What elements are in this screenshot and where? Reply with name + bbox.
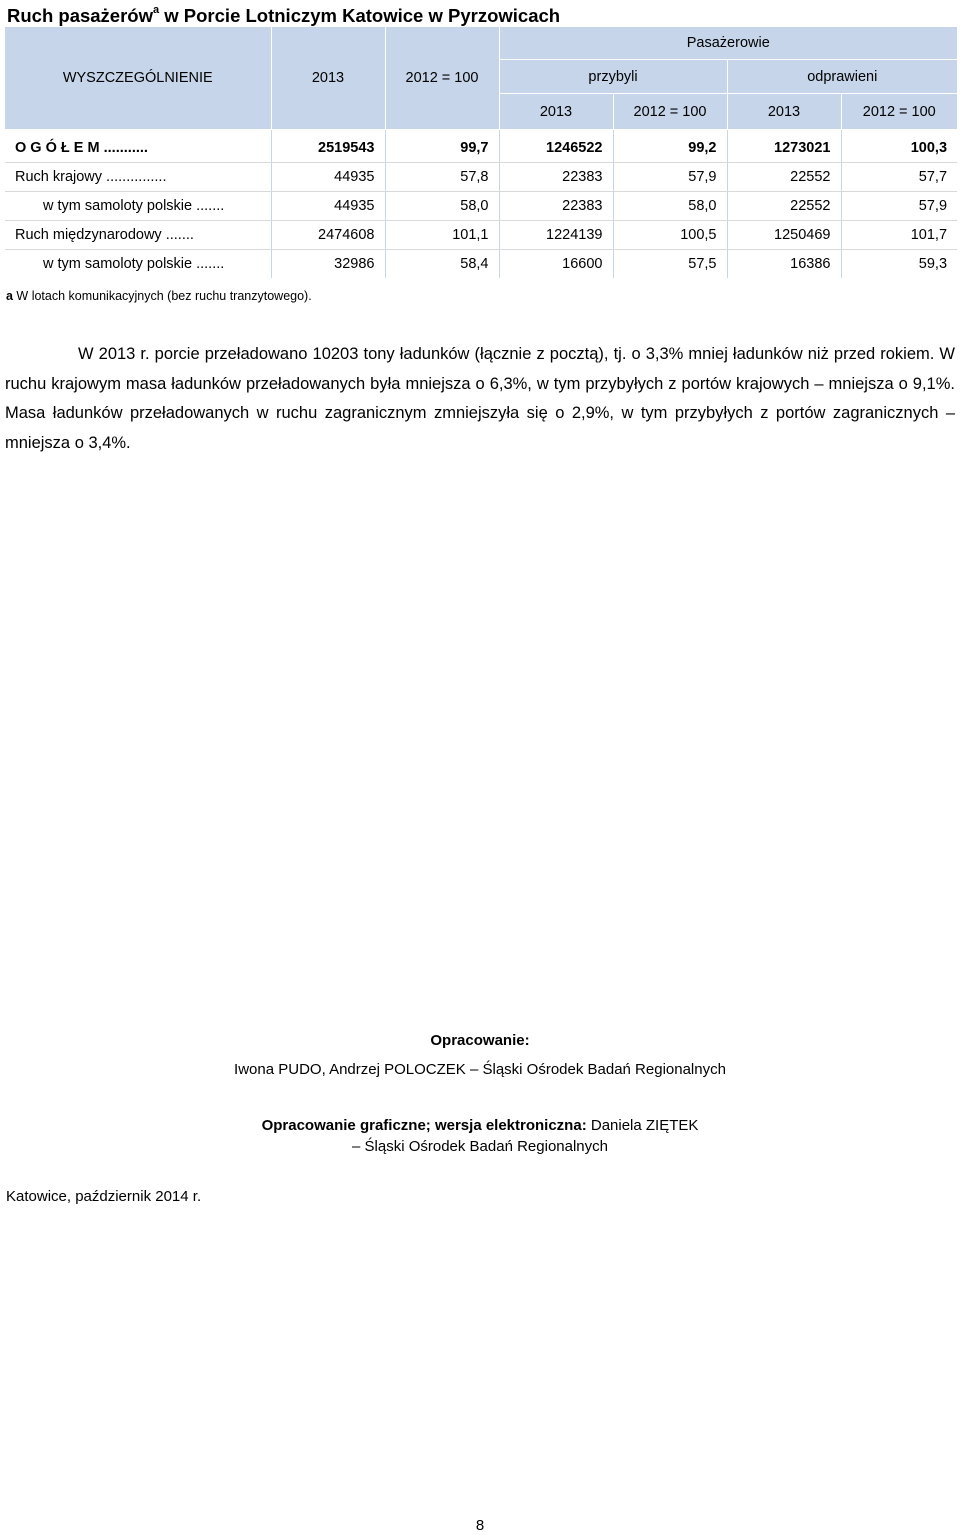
table-row [5,130,957,163]
table-cell: 1250469 [727,221,841,250]
table-cell: 22552 [727,163,841,192]
table-cell: 59,3 [918,256,948,272]
row-label: O G Ó Ł E M ........... [5,130,271,163]
header-odprawieni: odprawieni [727,60,957,94]
page-title: Ruch pasażerów$^a$ w Porcie Lotniczym Katowice w Pyrzowicach [7,4,561,27]
table-cell: 22383 [499,192,613,221]
table-cell: 99,2 [613,130,727,163]
table-cell: 58,0 [613,192,727,221]
header-wyszczegolnienie: WYSZCZEGÓLNIENIE [5,27,271,130]
place-date: Katowice, październik 2014 r. [6,1188,202,1205]
table-row [5,192,957,221]
table-cell: 44935 [271,163,385,192]
title-footnote-marker: a [153,4,160,16]
header-sub-2013: 2013 [499,94,613,130]
credits-graficzne [0,1115,960,1157]
table-cell: 2474608 [271,221,385,250]
footnote-marker: a [6,289,13,303]
footnote-text: W lotach komunikacyjnych (bez ruchu tranzytowego). [12,289,312,303]
row-label: Ruch krajowy ............... [5,163,271,192]
table-cell: 100,5 [613,221,727,250]
table-cell: 1246522 [499,130,613,163]
credits-graficzne-name: Daniela ZIĘTEK [586,1117,699,1134]
table-cell: 99,7 [385,130,499,163]
table-cell: 100,3 [841,130,957,163]
table-cell: 1224139 [499,221,613,250]
table-cell: 57,5 [613,250,727,279]
table-cell: 57,7 [841,163,957,192]
credits-opracowanie-text: Iwona PUDO, Andrzej POLOCZEK – Śląski Ośrodek Badań Regionalnych [234,1061,726,1078]
table-cell: 58,0 [385,192,499,221]
table-cell: 58,4 [385,250,499,279]
table-cell: 32986 [271,250,385,279]
table-cell: 16600 [499,250,613,279]
table-cell: 22383 [499,163,613,192]
table-cell: 16386 [727,250,841,279]
credits-graficzne-label: Opracowanie graficzne; wersja elektroniczna: [261,1117,587,1134]
table-footnote [6,287,312,305]
table-cell: 2519543 [271,130,385,163]
row-label: Ruch międzynarodowy ....... [5,221,271,250]
credits-graficzne-org: – Śląski Ośrodek Badań Regionalnych [352,1138,608,1155]
header-pasazerowie: Pasażerowie [499,27,957,60]
row-label: w tym samoloty polskie ....... [5,250,271,279]
page-number: 8 [475,1517,485,1534]
table-cell: 57,9 [841,192,957,221]
table-header-row [5,27,957,60]
table-cell: 57,9 [613,163,727,192]
credits-opracowanie-label: Opracowanie: [430,1032,530,1049]
header-2012-100: 2012 = 100 [385,27,499,130]
passenger-traffic-table [5,27,957,278]
table-cell: 101,7 [841,221,957,250]
header-sub-2013: 2013 [727,94,841,130]
table-row [5,250,957,279]
table-cell: 57,8 [385,163,499,192]
table-cell: 101,1 [385,221,499,250]
row-label: w tym samoloty polskie ....... [5,192,271,221]
table-cell: 22552 [727,192,841,221]
table-cell: 1273021 [727,130,841,163]
table-row [5,221,957,250]
header-sub-2012-100: 2012 = 100 [613,94,727,130]
body-paragraph: W 2013 r. porcie przeładowano 10203 tony ładunków (łącznie z pocztą), tj. o 3,3% mniej ładunków niż przed rokiem. W ruchu krajowym masa ładunków przeładowanych była mniejsza o 6,3%, w tym przybyłych z portów krajowych – mniejsza o 9,1%. Masa ładunków przeładowanych w ruchu zagranicznym zmniejszyła się o 2,9%, w tym przybyłych z portów zagranicznych – mniejsza o 3,4%. [5,345,955,452]
header-2013: 2013 [271,27,385,130]
table-cell: 44935 [271,192,385,221]
table-row [5,163,957,192]
credits-opracowanie [0,1026,960,1084]
header-przybyli: przybyli [499,60,727,94]
header-sub-2012-100: 2012 = 100 [841,94,957,130]
